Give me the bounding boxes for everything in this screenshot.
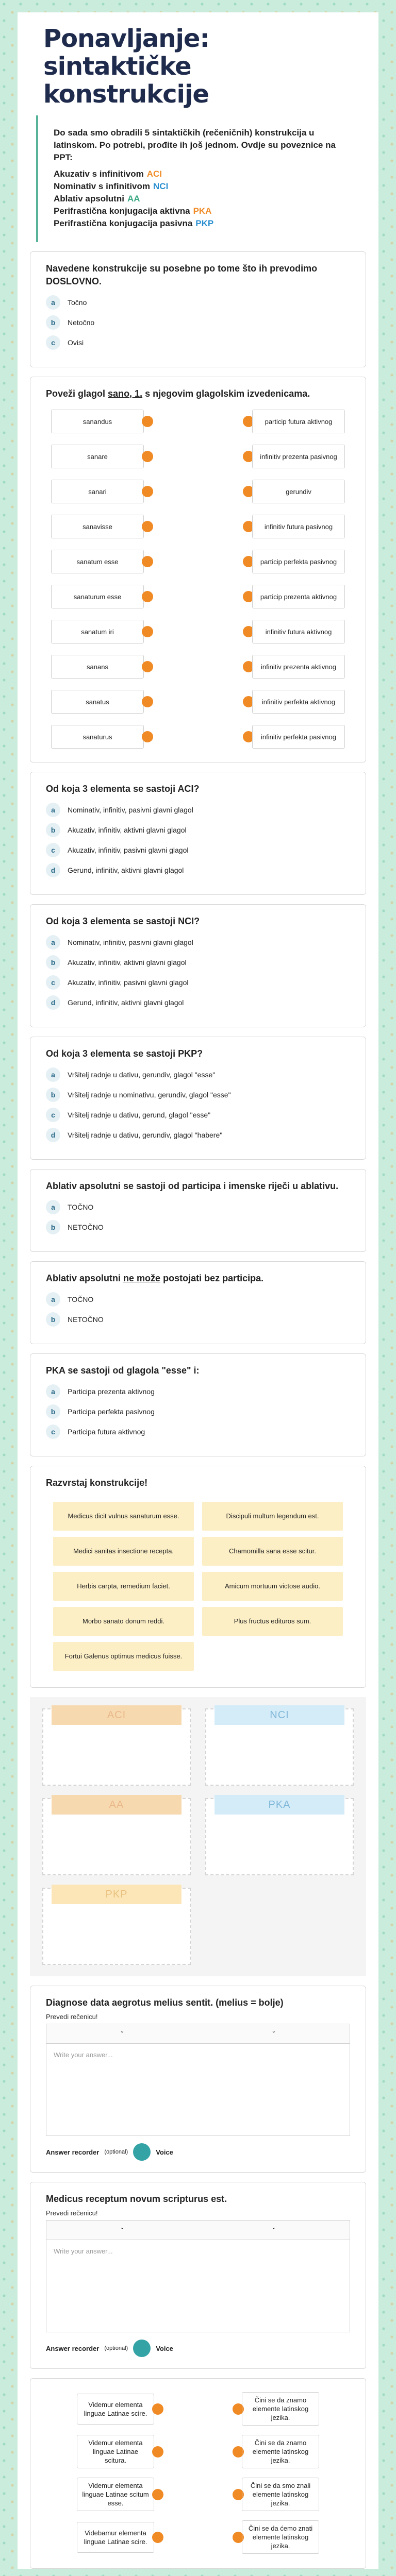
bucket-label: ACI (52, 1705, 182, 1725)
match-right (243, 725, 345, 749)
option-letter: c (46, 1425, 60, 1439)
worksheet-page (18, 12, 378, 2569)
match-left-box[interactable]: sanari (51, 480, 144, 503)
match-row (51, 410, 345, 433)
match-right-box[interactable]: particip futura aktivnog (252, 410, 345, 433)
match-left-connector[interactable] (142, 416, 153, 427)
match-left-connector[interactable] (142, 486, 153, 497)
option-text: Vršitelj radnje u dativu, gerundiv, glagol "habere" (68, 1131, 223, 1139)
match-right-box[interactable]: infinitiv futura pasivnog (252, 515, 345, 538)
match-right (243, 620, 345, 643)
question-prefix: Poveži glagol (46, 388, 106, 399)
caron-button[interactable]: ˇ (272, 2226, 275, 2234)
answer-option[interactable] (46, 1200, 350, 1214)
match-right (243, 515, 345, 538)
option-letter: a (46, 1200, 60, 1214)
intro-text (36, 115, 360, 242)
pair-right-box[interactable]: Čini se da smo znali elemente latinskog jezika. (242, 2478, 319, 2511)
drop-bucket[interactable] (42, 1708, 191, 1786)
question-card-3 (30, 772, 366, 895)
match-left (51, 515, 153, 538)
question-text: Medicus receptum novum scripturus est. (46, 2194, 227, 2204)
drop-bucket[interactable] (205, 1708, 354, 1786)
intro-link-label[interactable]: Nominativ s infinitivom (54, 181, 151, 191)
ab-accent-button[interactable]: ˇ (121, 2226, 124, 2234)
intro-link[interactable] (54, 205, 344, 217)
option-letter: a (46, 935, 60, 950)
answer-option[interactable] (46, 843, 350, 857)
answer-option[interactable] (46, 975, 350, 990)
recorder-label: Answer recorder (46, 2148, 100, 2156)
pair-row (77, 2435, 319, 2468)
question-card-9 (30, 1466, 366, 1688)
match-left-box[interactable]: sanare (51, 445, 144, 468)
question-prefix: Ablativ apsolutni (46, 1273, 121, 1283)
match-left-box[interactable]: sanavisse (51, 515, 144, 538)
match-left (51, 620, 153, 643)
option-letter: c (46, 1108, 60, 1122)
pair-left-box[interactable]: Videbamur elementa linguae Latinae scire. (77, 2522, 154, 2553)
draggable-sentence-chip[interactable]: Herbis carpta, remedium faciet. (53, 1572, 194, 1601)
option-text: TOČNO (68, 1203, 94, 1211)
option-text: Participa futura aktivnog (68, 1428, 145, 1436)
option-text: NETOČNO (68, 1315, 104, 1324)
pair-left (77, 2478, 163, 2511)
question-card-7 (30, 1261, 366, 1344)
pair-left-connector[interactable] (152, 2403, 163, 2415)
match-right (243, 445, 345, 468)
option-text: Participa perfekta pasivnog (68, 1408, 155, 1416)
match-left-connector[interactable] (142, 591, 153, 602)
question-card-11 (30, 2182, 366, 2369)
pair-left-connector[interactable] (152, 2489, 163, 2500)
option-letter: d (46, 995, 60, 1010)
option-text: Gerund, infinitiv, aktivni glavni glagol (68, 866, 184, 874)
bucket-label: NCI (214, 1705, 344, 1725)
match-row (51, 515, 345, 538)
match-right (243, 655, 345, 679)
question-card-8 (30, 1353, 366, 1456)
option-letter: a (46, 1384, 60, 1399)
match-right (243, 410, 345, 433)
match-right (243, 585, 345, 608)
pair-row (77, 2478, 319, 2511)
bucket-label: AA (52, 1795, 182, 1815)
pair-left-box[interactable]: Videmur elementa linguae Latinae scitum esse. (77, 2478, 154, 2511)
match-row (51, 445, 345, 468)
answer-option[interactable] (46, 1292, 350, 1307)
question-underlined: sano, 1. (108, 388, 143, 399)
editor-toolbar (46, 2220, 350, 2240)
option-text: TOČNO (68, 1295, 94, 1303)
page-title: Ponavljanje: sintaktičke konstrukcije (43, 24, 209, 109)
pair-right-box[interactable]: Čini se da znamo elemente latinskog jezika. (242, 2435, 319, 2468)
draggable-sentence-chip[interactable]: Morbo sanato donum reddi. (53, 1607, 194, 1636)
match-left-box[interactable]: sanans (51, 655, 144, 679)
draggable-sentence-chip[interactable]: Medici sanitas insectione recepta. (53, 1537, 194, 1566)
match-left-connector[interactable] (142, 696, 153, 707)
match-left (51, 655, 153, 679)
intro-link-abbr[interactable]: NCI (153, 181, 169, 191)
match-right-box[interactable]: infinitiv futura aktivnog (252, 620, 345, 643)
question-text: Od koja 3 elementa se sastoji ACI? (46, 784, 200, 794)
intro-link[interactable] (54, 180, 344, 193)
match-left-box[interactable]: sanandus (51, 410, 144, 433)
caron-button[interactable]: ˇ (272, 2029, 275, 2038)
option-text: Točno (68, 298, 87, 307)
bucket-label: PKA (214, 1795, 344, 1815)
match-left-connector[interactable] (142, 661, 153, 672)
option-letter: b (46, 1312, 60, 1327)
pair-right (233, 2478, 319, 2511)
option-text: Ovisi (68, 338, 84, 347)
draggable-sentence-chip[interactable]: Medicus dicit vulnus sanaturum esse. (53, 1502, 194, 1531)
intro-paragraph: Do sada smo obradili 5 sintaktičkih (rečeničnih) konstrukcija u latinskom. Po potrebi, prođite ih još jednom. Ovdje su poveznice na PPT: (54, 128, 336, 162)
answer-option[interactable] (46, 1404, 350, 1419)
draggable-sentence-chip[interactable]: Discipuli multum legendum est. (202, 1502, 343, 1531)
recorder-label: Answer recorder (46, 2344, 100, 2352)
match-right (243, 550, 345, 573)
answer-recorder (46, 2340, 350, 2357)
recorder-optional: (optional) (104, 2149, 128, 2155)
option-letter: a (46, 803, 60, 817)
match-left (51, 445, 153, 468)
question-card-1 (30, 251, 366, 367)
instruction-label: Prevedi rečenicu! (46, 2209, 98, 2217)
match-left (51, 585, 153, 608)
question-underlined: ne može (123, 1273, 161, 1283)
match-row (51, 550, 345, 573)
match-left-connector[interactable] (142, 556, 153, 567)
match-left-connector[interactable] (142, 521, 153, 532)
answer-option[interactable] (46, 1108, 350, 1122)
intro-link-abbr[interactable]: AA (127, 194, 140, 204)
match-left (51, 550, 153, 573)
question-text: Od koja 3 elementa se sastoji NCI? (46, 916, 200, 926)
answer-option[interactable] (46, 335, 350, 350)
option-text: Nominativ, infinitiv, pasivni glavni glagol (68, 938, 193, 946)
answer-textarea[interactable]: Write your answer... (46, 2043, 350, 2136)
question-text: Navedene konstrukcije su posebne po tome što ih prevodimo DOSLOVNO. (46, 263, 318, 286)
question-sentence: Diagnose data aegrotus melius sentit. (46, 1997, 213, 2008)
option-text: Akuzativ, infinitiv, pasivni glavni glagol (68, 978, 189, 987)
match-row (51, 690, 345, 714)
drop-bucket[interactable] (205, 1798, 354, 1875)
pair-left-box[interactable]: Videmur elementa linguae Latinae scitura. (77, 2435, 154, 2468)
title-block (18, 12, 378, 115)
pair-row (77, 2520, 319, 2554)
option-text: Gerund, infinitiv, aktivni glavni glagol (68, 998, 184, 1007)
option-letter: b (46, 1404, 60, 1419)
recorder-optional: (optional) (104, 2345, 128, 2351)
match-row (51, 585, 345, 608)
ab-accent-button[interactable]: ˇ (121, 2029, 124, 2038)
answer-option[interactable] (46, 823, 350, 837)
question-card-6 (30, 1169, 366, 1252)
option-letter: d (46, 863, 60, 877)
question-text (46, 387, 350, 400)
pair-right (233, 2392, 319, 2426)
option-text: Vršitelj radnje u dativu, gerund, glagol "esse" (68, 1111, 211, 1119)
answer-option[interactable] (46, 1312, 350, 1327)
question-text (46, 1272, 350, 1285)
match-left-connector[interactable] (142, 451, 153, 462)
intro-link-label[interactable]: Ablativ apsolutni (54, 194, 124, 204)
pair-left (77, 2522, 163, 2553)
answer-option[interactable] (46, 315, 350, 330)
intro-link[interactable] (54, 168, 344, 180)
answer-option[interactable] (46, 1384, 350, 1399)
option-letter: a (46, 295, 60, 310)
match-left-box[interactable]: sanaturus (51, 725, 144, 749)
option-text: Vršitelj radnje u dativu, gerundiv, glagol "esse" (68, 1071, 216, 1079)
instruction-label: Prevedi rečenicu! (46, 2013, 98, 2021)
sort-buckets (30, 1697, 366, 1976)
question-suffix: postojati bez participa. (163, 1273, 264, 1283)
answer-option[interactable] (46, 803, 350, 817)
answer-recorder (46, 2143, 350, 2161)
match-left (51, 690, 153, 714)
answer-option[interactable] (46, 955, 350, 970)
match-left-connector[interactable] (142, 626, 153, 637)
drop-bucket[interactable] (42, 1798, 191, 1875)
match-left-box[interactable]: sanatum iri (51, 620, 144, 643)
match-right-box[interactable]: particip prezenta aktivnog (252, 585, 345, 608)
question-text: Ablativ apsolutni se sastoji od participa i imenske riječi u ablativu. (46, 1181, 339, 1191)
draggable-sentence-chip[interactable]: Chamomilla sana esse scitur. (202, 1537, 343, 1566)
option-letter: a (46, 1067, 60, 1082)
pair-right (233, 2435, 319, 2468)
match-right-box[interactable]: infinitiv perfekta aktivnog (252, 690, 345, 714)
match-right-box[interactable]: infinitiv perfekta pasivnog (252, 725, 345, 749)
record-voice-button[interactable] (133, 2143, 151, 2161)
option-letter: a (46, 1292, 60, 1307)
match-right-box[interactable]: gerundiv (252, 480, 345, 503)
pair-left-connector[interactable] (152, 2532, 163, 2543)
question-suffix: s njegovim glagolskim izvedenicama. (145, 388, 310, 399)
pair-left (77, 2435, 163, 2468)
option-letter: b (46, 1088, 60, 1102)
option-letter: b (46, 1220, 60, 1234)
intro-link-label[interactable]: Perifrastična konjugacija pasivna (54, 218, 193, 228)
match-right (243, 480, 345, 503)
pair-right-box[interactable]: Čini se da ćemo znati elemente latinskog jezika. (242, 2520, 319, 2554)
intro-link-abbr[interactable]: PKP (195, 218, 214, 228)
editor-toolbar (46, 2024, 350, 2043)
match-left (51, 410, 153, 433)
option-text: Participa prezenta aktivnog (68, 1387, 155, 1396)
option-text: Netočno (68, 318, 95, 327)
answer-option[interactable] (46, 935, 350, 950)
match-left-box[interactable]: sanaturum esse (51, 585, 144, 608)
draggable-sentence-chip[interactable]: Amicum mortuum victose audio. (202, 1572, 343, 1601)
match-row (51, 620, 345, 643)
bucket-label: PKP (52, 1885, 182, 1904)
answer-option[interactable] (46, 295, 350, 310)
voice-label: Voice (156, 2148, 173, 2156)
option-text: NETOČNO (68, 1223, 104, 1231)
question-text: Razvrstaj konstrukcije! (46, 1478, 148, 1488)
pair-left-connector[interactable] (152, 2446, 163, 2458)
question-text: PKA se sastoji od glagola "esse" i: (46, 1365, 200, 1376)
match-row (51, 725, 345, 749)
answer-option[interactable] (46, 1220, 350, 1234)
option-letter: b (46, 315, 60, 330)
pair-row (77, 2392, 319, 2426)
voice-label: Voice (156, 2344, 173, 2352)
answer-option[interactable] (46, 1088, 350, 1102)
question-text (46, 1996, 350, 2009)
answer-textarea[interactable]: Write your answer... (46, 2240, 350, 2332)
match-left (51, 480, 153, 503)
option-text: Vršitelj radnje u nominativu, gerundiv, glagol "esse" (68, 1091, 231, 1099)
match-right (243, 690, 345, 714)
draggable-sentence-chip[interactable]: Plus fructus edituros sum. (202, 1607, 343, 1636)
match-left-connector[interactable] (142, 731, 153, 742)
question-card-5 (30, 1037, 366, 1160)
intro-link-abbr[interactable]: ACI (146, 169, 162, 179)
pair-left (77, 2394, 163, 2425)
option-letter: c (46, 335, 60, 350)
option-text: Nominativ, infinitiv, pasivni glavni glagol (68, 806, 193, 814)
record-voice-button[interactable] (133, 2340, 151, 2357)
match-right-box[interactable]: infinitiv prezenta aktivnog (252, 655, 345, 679)
draggable-sentence-chip[interactable]: Fortui Galenus optimus medicus fuisse. (53, 1642, 194, 1671)
match-row (51, 655, 345, 679)
question-card-12 (30, 2378, 366, 2569)
answer-option[interactable] (46, 1425, 350, 1439)
drop-bucket[interactable] (42, 1888, 191, 1965)
question-text: Od koja 3 elementa se sastoji PKP? (46, 1048, 203, 1059)
option-text: Akuzativ, infinitiv, aktivni glavni glagol (68, 826, 187, 834)
answer-option[interactable] (46, 1128, 350, 1142)
match-right-box[interactable]: infinitiv prezenta pasivnog (252, 445, 345, 468)
option-letter: b (46, 955, 60, 970)
option-letter: c (46, 843, 60, 857)
answer-option[interactable] (46, 863, 350, 877)
option-text: Akuzativ, infinitiv, aktivni glavni glagol (68, 958, 187, 967)
pair-left-box[interactable]: Videmur elementa linguae Latinae scire. (77, 2394, 154, 2425)
option-letter: c (46, 975, 60, 990)
pair-right-box[interactable]: Čini se da znamo elemente latinskog jezika. (242, 2392, 319, 2426)
answer-option[interactable] (46, 1067, 350, 1082)
question-card-2 (30, 377, 366, 762)
option-letter: b (46, 823, 60, 837)
intro-link-label[interactable]: Akuzativ s infinitivom (54, 169, 144, 179)
intro-link-abbr[interactable]: PKA (193, 206, 212, 216)
match-left-box[interactable]: sanatum esse (51, 550, 144, 573)
question-card-4 (30, 904, 366, 1027)
match-right-box[interactable]: particip perfekta pasivnog (252, 550, 345, 573)
option-letter: d (46, 1128, 60, 1142)
question-card-10 (30, 1986, 366, 2173)
option-text: Akuzativ, infinitiv, pasivni glavni glagol (68, 846, 189, 854)
match-left (51, 725, 153, 749)
match-left-box[interactable]: sanatus (51, 690, 144, 714)
question-aside: (melius = bolje) (216, 1997, 284, 2008)
answer-option[interactable] (46, 995, 350, 1010)
intro-link-label[interactable]: Perifrastična konjugacija aktivna (54, 206, 190, 216)
match-row (51, 480, 345, 503)
pair-right (233, 2520, 319, 2554)
intro-link[interactable] (54, 217, 344, 230)
intro-link[interactable] (54, 193, 344, 205)
